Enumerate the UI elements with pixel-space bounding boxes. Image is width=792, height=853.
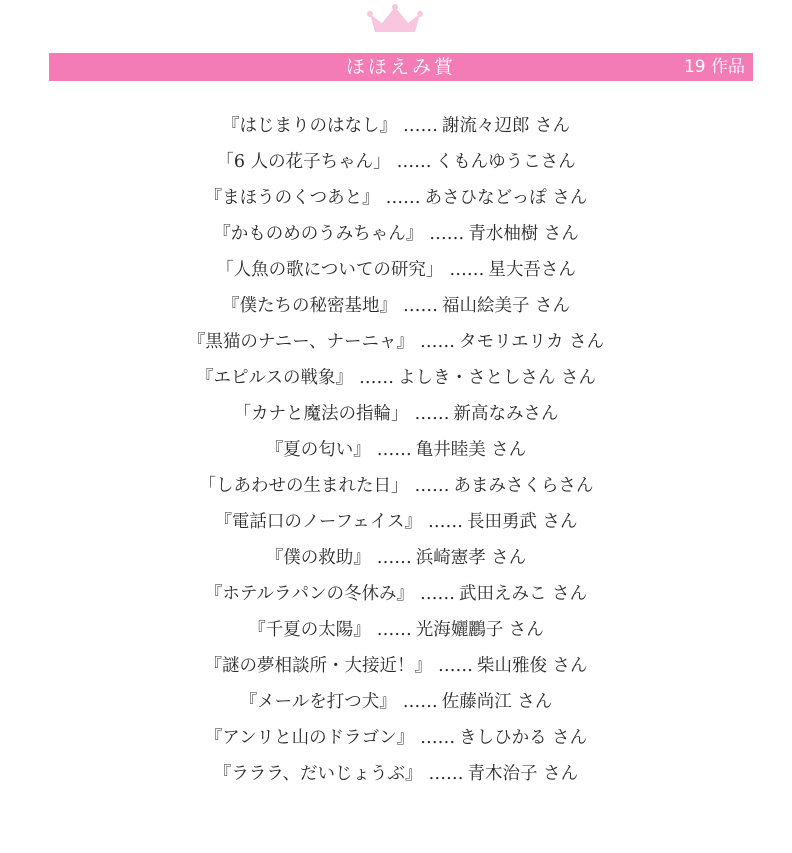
list-item [0, 216, 792, 252]
list-item [0, 396, 792, 432]
list-item [0, 684, 792, 720]
work-title: 『千夏の太陽』 [248, 620, 371, 640]
author-name: くもんゆうこさん [435, 152, 576, 172]
separator: …… [420, 728, 456, 748]
separator: …… [402, 116, 438, 136]
list-item [0, 108, 792, 144]
list-item [0, 252, 792, 288]
separator: …… [429, 224, 465, 244]
separator: …… [437, 656, 473, 676]
list-item [0, 468, 792, 504]
list-item [0, 324, 792, 360]
author-name: 青木治子 さん [467, 764, 579, 784]
separator: …… [420, 332, 456, 352]
separator: …… [385, 188, 421, 208]
author-name: 新高なみさん [453, 404, 559, 424]
work-title: 『ホテルラパンの冬休み』 [204, 584, 415, 604]
author-name: 柴山雅俊 さん [476, 656, 588, 676]
work-title: 『夏の匂い』 [265, 440, 371, 460]
list-item [0, 180, 792, 216]
work-title: 「6 人の花子ちゃん」 [216, 152, 391, 172]
author-name: 光海孋鸝子 さん [415, 620, 544, 640]
work-title: 『アンリと山のドラゴン』 [204, 728, 415, 748]
separator: …… [402, 692, 438, 712]
work-title: 「カナと魔法の指輪」 [233, 404, 409, 424]
separator: …… [449, 260, 485, 280]
crown-icon [366, 4, 424, 36]
list-item [0, 144, 792, 180]
separator: …… [376, 620, 412, 640]
separator: …… [402, 296, 438, 316]
award-title: ほほえみ賞 [345, 56, 456, 78]
separator: …… [376, 440, 412, 460]
list-item [0, 360, 792, 396]
work-title: 『エピルスの戦象』 [195, 368, 353, 388]
separator: …… [428, 512, 463, 532]
list-item [0, 540, 792, 576]
author-name: タモリエリカ さん [459, 332, 605, 352]
work-count: 19 作品 [683, 57, 745, 77]
work-title: 『ラララ、だいじょうぶ』 [213, 764, 423, 784]
list-item [0, 612, 792, 648]
work-title: 『謎の夢相談所・大接近！』 [204, 656, 432, 676]
work-title: 『まほうのくつあと』 [204, 188, 380, 208]
list-item [0, 648, 792, 684]
work-title: 『かものめのうみちゃん』 [213, 224, 424, 244]
author-name: 謝流々辺郎 さん [441, 116, 571, 136]
work-title: 『はじまりのはなし』 [221, 116, 397, 136]
winners-list [0, 108, 792, 792]
author-name: 亀井睦美 さん [415, 440, 527, 460]
separator: …… [396, 152, 432, 172]
work-title: 『僕たちの秘密基地』 [221, 296, 397, 316]
list-item [0, 576, 792, 612]
author-name: 福山絵美子 さん [441, 296, 571, 316]
list-item [0, 432, 792, 468]
author-name: きしひかる さん [459, 728, 588, 748]
author-name: 浜崎憲孝 さん [415, 548, 527, 568]
author-name: 武田えみこ さん [459, 584, 588, 604]
author-name: よしき・さとしさん さん [397, 368, 597, 388]
award-banner [49, 53, 753, 81]
list-item [0, 756, 792, 792]
separator: …… [420, 584, 456, 604]
work-title: 『メールを打つ犬』 [239, 692, 397, 712]
work-title: 『電話口のノーフェイス』 [214, 512, 422, 532]
author-name: 長田勇武 さん [467, 512, 578, 532]
author-name: あまみさくらさん [453, 476, 594, 496]
list-item [0, 288, 792, 324]
work-title: 『僕の救助』 [265, 548, 371, 568]
separator: …… [376, 548, 412, 568]
separator: …… [414, 404, 450, 424]
separator: …… [358, 368, 394, 388]
work-title: 「しあわせの生まれた日」 [198, 476, 409, 496]
work-title: 『黒猫のナニー、ナーニャ』 [187, 332, 415, 352]
separator: …… [428, 764, 464, 784]
author-name: 星大吾さん [488, 260, 576, 280]
list-item [0, 504, 792, 540]
author-name: 佐藤尚江 さん [441, 692, 553, 712]
author-name: 青水柚樹 さん [468, 224, 579, 244]
author-name: あさひなどっぽ さん [424, 188, 588, 208]
work-title: 「人魚の歌についての研究」 [216, 260, 444, 280]
separator: …… [414, 476, 450, 496]
list-item [0, 720, 792, 756]
